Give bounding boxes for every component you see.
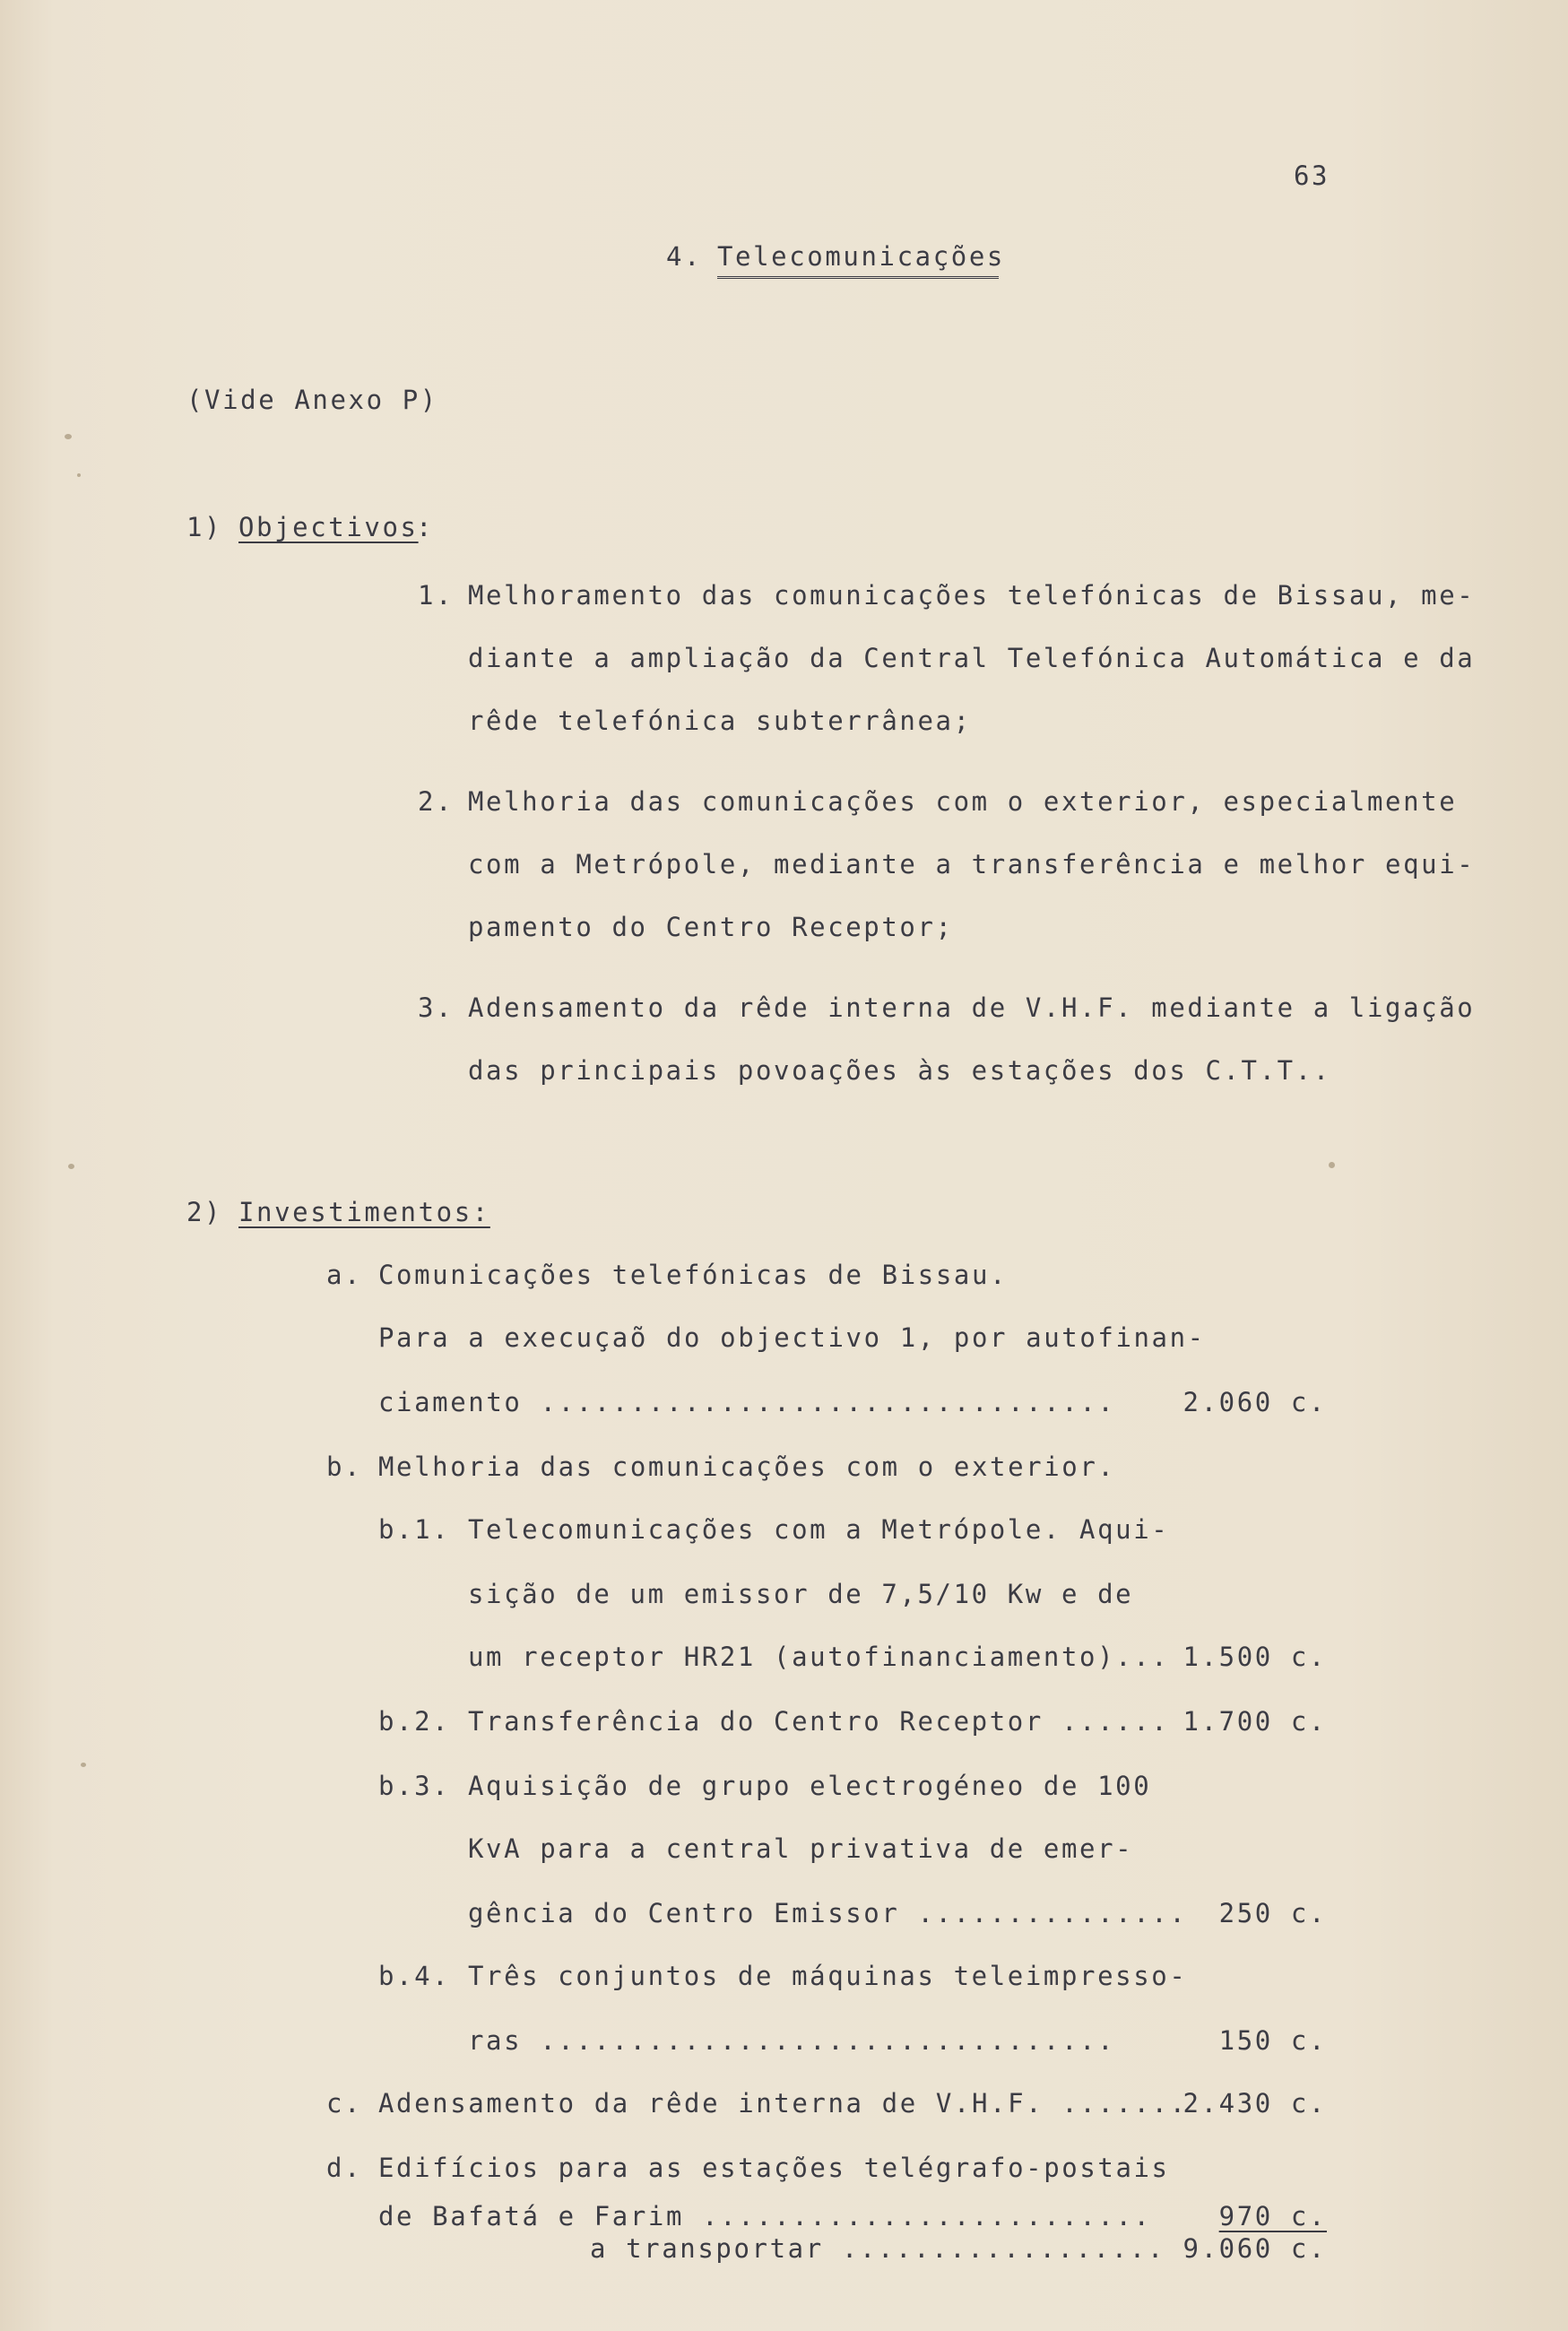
objective-1-number: 1. <box>418 580 455 611</box>
page-number: 63 <box>1294 160 1330 191</box>
section-number: 4. <box>666 241 703 272</box>
objective-1-line: rêde telefónica subterrânea; <box>468 706 972 736</box>
investment-d-amount: 970 c. <box>1218 2201 1327 2231</box>
investment-b1-amount: 1.500 c. <box>1182 1642 1327 1672</box>
objective-3-line: das principais povoações às estações dos C.T.T.. <box>468 1055 1331 1086</box>
objective-2-number: 2. <box>418 786 455 817</box>
investment-b3-line: KvA para a central privativa de emer- <box>468 1833 1134 1864</box>
paper-speck <box>77 473 81 477</box>
investment-b4-line: Três conjuntos de máquinas teleimpresso- <box>468 1961 1188 1991</box>
investment-b1-line: sição de um emissor de 7,5/10 Kw e de <box>468 1579 1134 1609</box>
investment-b-label: b. <box>326 1451 363 1482</box>
investment-b1-line: Telecomunicações com a Metrópole. Aqui- <box>468 1514 1170 1545</box>
investment-b4-label: b.4. <box>378 1961 451 1991</box>
objective-2-line: Melhoria das comunicações com o exterior, especialmente <box>468 786 1458 817</box>
investment-d-line: Edifícios para as estações telégrafo-postais <box>378 2153 1170 2183</box>
objective-2-line: com a Metrópole, mediante a transferência e melhor equi- <box>468 849 1476 880</box>
carry-forward-label: a transportar .................. <box>590 2233 1165 2264</box>
investment-c-label: c. <box>326 2088 363 2119</box>
investment-a-title: Comunicações telefónicas de Bissau. <box>378 1260 1009 1290</box>
investment-d-line: de Bafatá e Farim ......................... <box>378 2201 1152 2231</box>
title-double-underline <box>717 276 999 279</box>
paper-speck <box>1329 1162 1335 1168</box>
investment-b2-line: Transferência do Centro Receptor ...... <box>468 1706 1170 1737</box>
investment-c-line: Adensamento da rêde interna de V.H.F. ....... <box>378 2088 1188 2119</box>
investment-b3-line: Aquisição de grupo electrogéneo de 100 <box>468 1771 1152 1801</box>
objective-1-line: Melhoramento das comunicações telefónicas de Bissau, me- <box>468 580 1476 611</box>
investment-b3-label: b.3. <box>378 1771 451 1801</box>
investment-b1-line: um receptor HR21 (autofinanciamento)... <box>468 1642 1170 1672</box>
investment-a-label: a. <box>326 1260 363 1290</box>
investment-b2-label: b.2. <box>378 1706 451 1737</box>
paper-speck <box>81 1763 86 1767</box>
objective-2-line: pamento do Centro Receptor; <box>468 912 954 942</box>
investment-b3-line: gência do Centro Emissor ............... <box>468 1898 1188 1928</box>
investment-b2-amount: 1.700 c. <box>1182 1706 1327 1737</box>
investment-b4-line: ras ................................ <box>468 2025 1116 2056</box>
investment-b3-amount: 250 c. <box>1218 1898 1327 1928</box>
objective-3-number: 3. <box>418 992 455 1023</box>
objective-1-line: diante a ampliação da Central Telefónica Automática e da <box>468 643 1476 673</box>
paper-speck <box>68 1164 74 1169</box>
objectives-heading-colon: : <box>416 512 435 542</box>
section-title: Telecomunicações <box>717 241 1005 272</box>
investments-number: 2) <box>186 1197 223 1227</box>
objective-3-line: Adensamento da rêde interna de V.H.F. mediante a ligação <box>468 992 1476 1023</box>
objectives-heading: Objectivos <box>238 512 419 542</box>
investment-a-line: Para a execuçaõ do objectivo 1, por autofinan- <box>378 1322 1206 1353</box>
objectives-number: 1) <box>186 512 223 542</box>
investment-a-line: ciamento ................................ <box>378 1387 1116 1417</box>
investment-b-title: Melhoria das comunicações com o exterior. <box>378 1451 1116 1482</box>
investment-a-amount: 2.060 c. <box>1182 1387 1327 1417</box>
annex-reference: (Vide Anexo P) <box>186 385 438 415</box>
investment-d-label: d. <box>326 2153 363 2183</box>
investments-heading: Investimentos: <box>238 1197 490 1227</box>
paper-speck <box>65 434 72 439</box>
investment-b4-amount: 150 c. <box>1218 2025 1327 2056</box>
carry-forward-amount: 9.060 c. <box>1182 2233 1327 2264</box>
investment-b1-label: b.1. <box>378 1514 451 1545</box>
investment-c-amount: 2.430 c. <box>1182 2088 1327 2119</box>
